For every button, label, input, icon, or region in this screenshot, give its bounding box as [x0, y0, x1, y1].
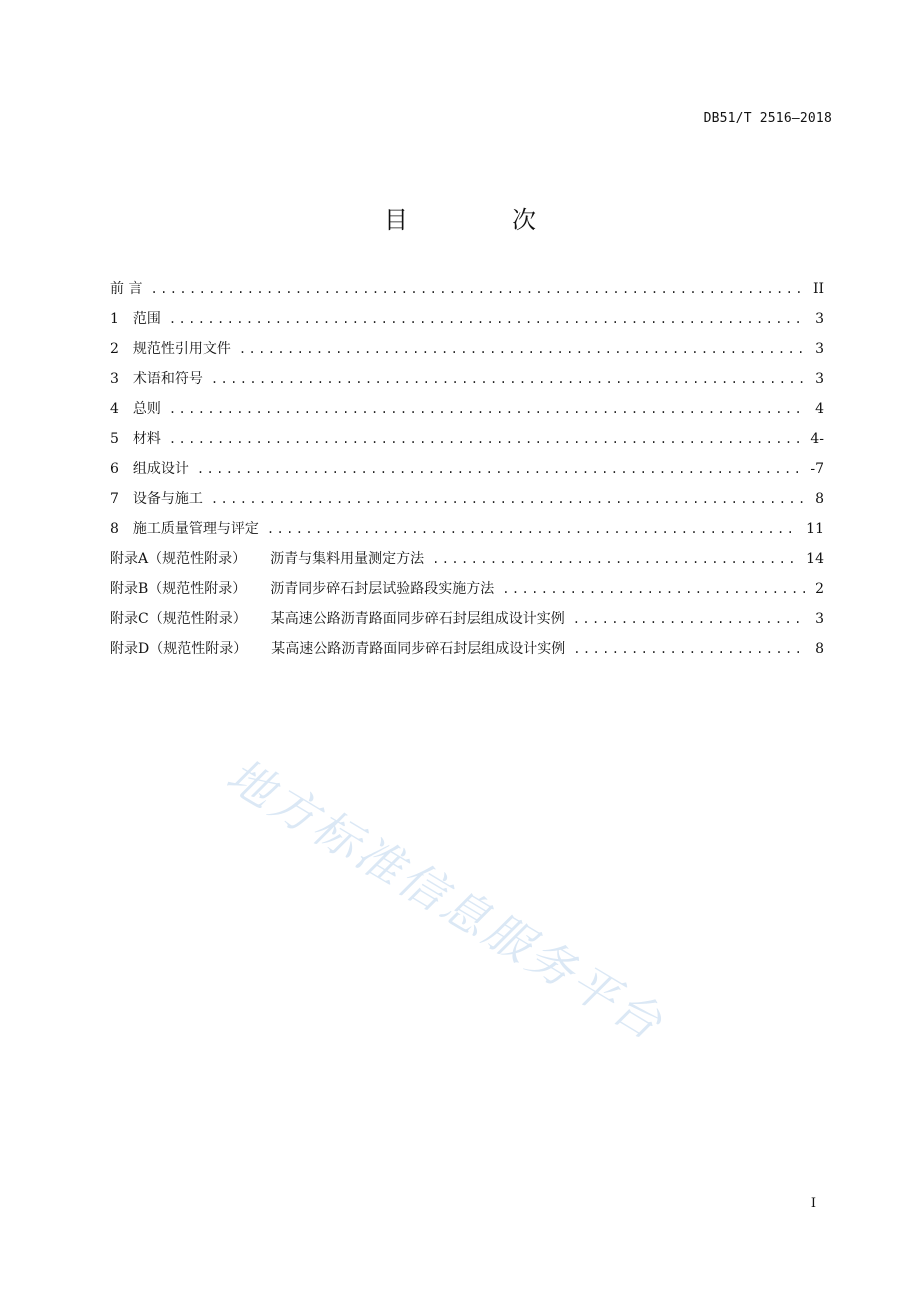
toc-appendix-prefix: 附录A（规范性附录）: [110, 551, 247, 567]
toc-entry-number: 3: [110, 371, 119, 387]
toc-dot-leader: [211, 367, 806, 391]
toc-entry-label: 前 言: [110, 281, 143, 297]
toc-entry-number: 1: [110, 311, 119, 327]
toc-dot-leader: [197, 457, 802, 481]
toc-entry-label: 总则: [132, 401, 161, 417]
toc-entry-2[interactable]: [110, 337, 824, 367]
document-code: DB51/T 2516—2018: [703, 111, 832, 126]
toc-entry-label: 沥青同步碎石封层试验路段实施方法: [270, 581, 495, 597]
toc-entry-number: 2: [110, 341, 119, 357]
watermark-text: 地方标准信息服务平台: [217, 747, 674, 1052]
toc-entry-page: 3: [815, 341, 824, 357]
toc-entry-page: 3: [815, 611, 824, 627]
toc-dot-leader: [150, 277, 804, 301]
toc-dot-leader: [239, 337, 806, 361]
table-of-contents: [110, 277, 824, 667]
toc-entry-page: 11: [806, 521, 824, 537]
toc-entry-page: 8: [815, 491, 824, 507]
toc-dot-leader: [573, 607, 806, 631]
toc-entry-label: 术语和符号: [132, 371, 203, 387]
toc-dot-leader: [211, 487, 806, 511]
toc-entry-appendix-c[interactable]: [110, 607, 824, 637]
toc-entry-3[interactable]: [110, 367, 824, 397]
toc-entry-page: -7: [810, 461, 824, 477]
toc-entry-label: 某高速公路沥青路面同步碎石封层组成设计实例: [270, 611, 565, 627]
toc-entry-page: 4: [815, 401, 824, 417]
toc-entry-page: 14: [806, 551, 824, 567]
toc-entry-label: 规范性引用文件: [132, 341, 231, 357]
toc-entry-foreword[interactable]: [110, 277, 824, 307]
toc-entry-page: 3: [815, 311, 824, 327]
toc-entry-label: 某高速公路沥青路面同步碎石封层组成设计实例: [271, 641, 566, 657]
toc-entry-number: 4: [110, 401, 119, 417]
toc-entry-appendix-b[interactable]: [110, 577, 824, 607]
toc-entry-label: 设备与施工: [132, 491, 203, 507]
toc-entry-label: 施工质量管理与评定: [132, 521, 259, 537]
toc-entry-appendix-a[interactable]: [110, 547, 824, 577]
toc-entry-page: 4-: [810, 431, 824, 447]
toc-entry-page: 2: [815, 581, 824, 597]
toc-entry-label: 材料: [132, 431, 161, 447]
toc-entry-number: 6: [110, 461, 119, 477]
toc-entry-number: 8: [110, 521, 119, 537]
toc-entry-number: 7: [110, 491, 119, 507]
toc-entry-4[interactable]: [110, 397, 824, 427]
toc-dot-leader: [169, 397, 806, 421]
toc-entry-7[interactable]: [110, 487, 824, 517]
toc-entry-label: 范围: [132, 311, 161, 327]
toc-appendix-prefix: 附录B（规范性附录）: [110, 581, 247, 597]
toc-entry-page: II: [812, 281, 824, 297]
toc-dot-leader: [573, 637, 806, 661]
toc-entry-page: 3: [815, 371, 824, 387]
toc-appendix-prefix: 附录C（规范性附录）: [110, 611, 247, 627]
toc-entry-5[interactable]: [110, 427, 824, 457]
toc-entry-appendix-d[interactable]: [110, 637, 824, 667]
toc-entry-page: 8: [815, 641, 824, 657]
page-number: I: [810, 1196, 816, 1211]
toc-entry-1[interactable]: [110, 307, 824, 337]
toc-entry-label: 沥青与集料用量测定方法: [270, 551, 425, 567]
toc-entry-8[interactable]: [110, 517, 824, 547]
toc-entry-6[interactable]: [110, 457, 824, 487]
toc-dot-leader: [169, 427, 802, 451]
toc-dot-leader: [502, 577, 806, 601]
toc-entry-label: 组成设计: [132, 461, 189, 477]
toc-appendix-prefix: 附录D（规范性附录）: [110, 641, 248, 657]
toc-dot-leader: [432, 547, 798, 571]
toc-dot-leader: [267, 517, 798, 541]
toc-entry-number: 5: [110, 431, 119, 447]
toc-title: 目 次: [384, 206, 576, 234]
toc-dot-leader: [169, 307, 806, 331]
